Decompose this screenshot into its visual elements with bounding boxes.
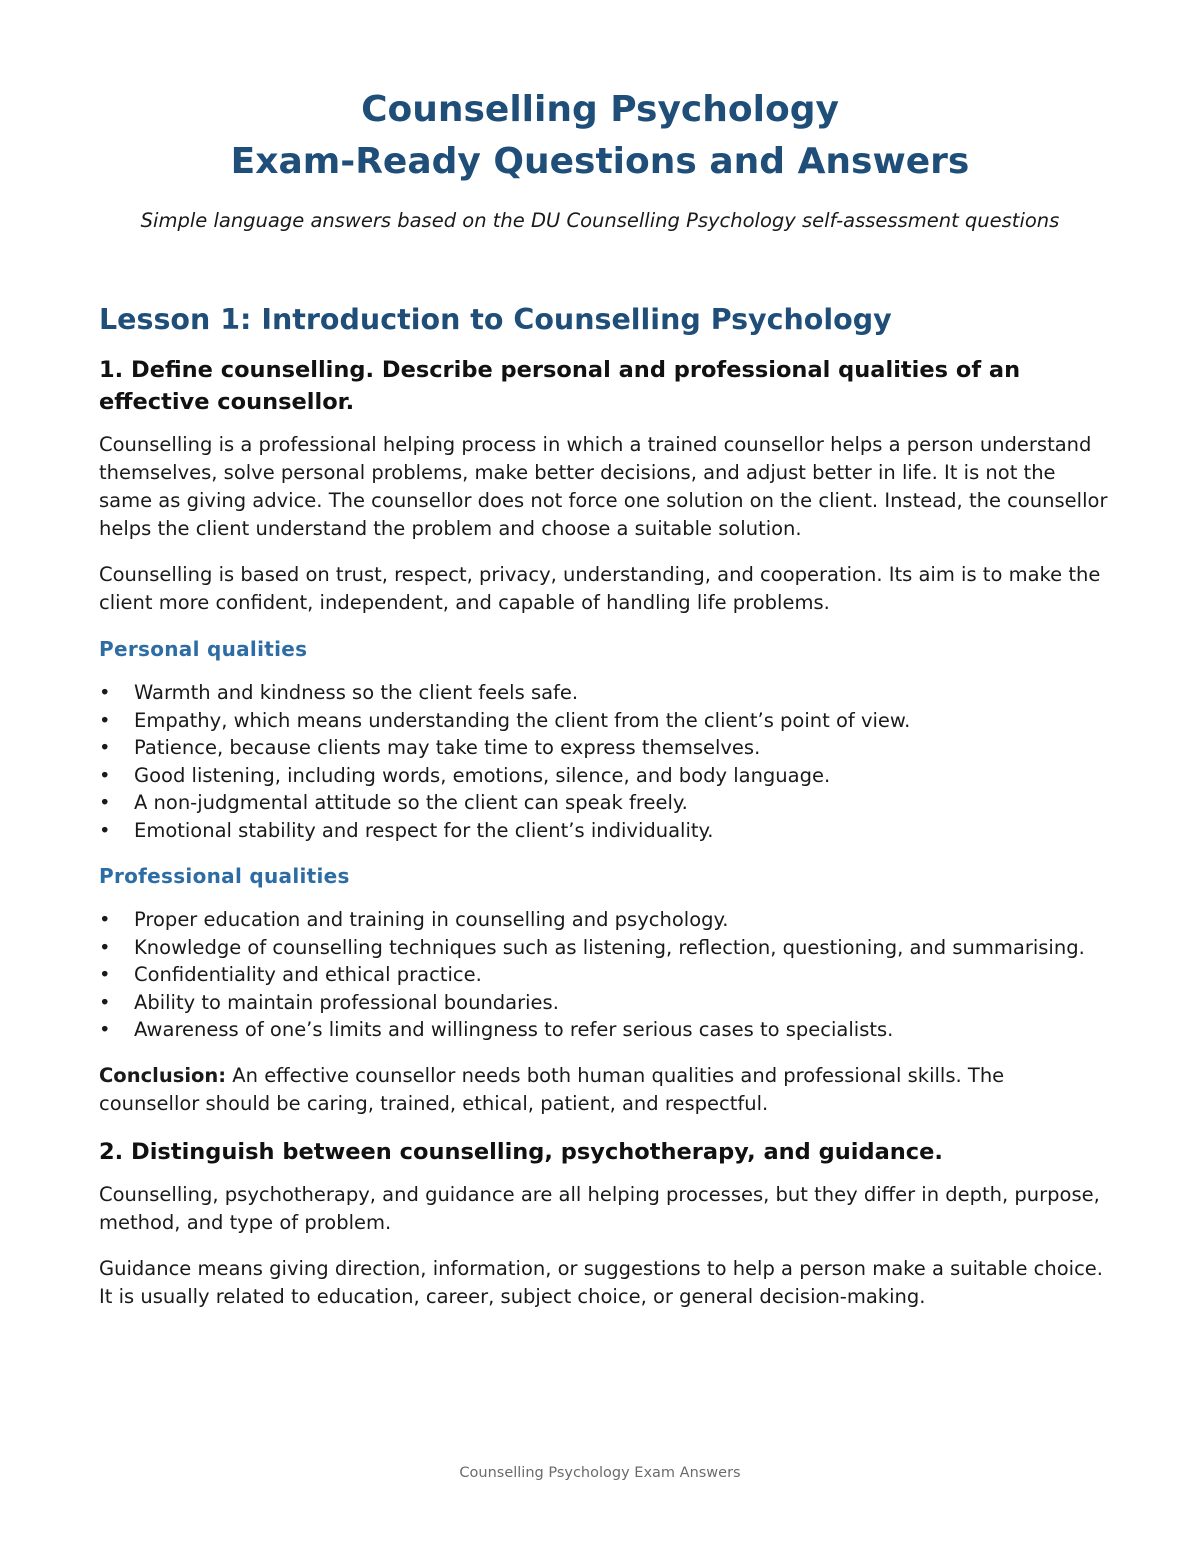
paragraph: Counselling, psychotherapy, and guidance are all helping processes, but they differ in depth, purpose, method, and type of problem. xyxy=(99,1182,1100,1234)
list-item-text: Warmth and kindness so the client feels safe. xyxy=(134,681,579,704)
professional-qualities-list xyxy=(99,906,1109,1044)
list-item xyxy=(99,1016,1109,1044)
list-item-text: Knowledge of counselling techniques such as listening, reflection, questioning, and summarising. xyxy=(134,935,1085,959)
list-item-text: Empathy, which means understanding the client from the client’s point of view. xyxy=(134,708,911,732)
document-subtitle: Simple language answers based on the DU Counselling Psychology self-assessment questions xyxy=(140,209,1060,232)
list-item-text: Emotional stability and respect for the client’s individuality. xyxy=(134,818,714,842)
bullet-icon: • xyxy=(99,908,111,931)
question-2-heading: 2. Distinguish between counselling, psychotherapy, and guidance. xyxy=(99,1138,943,1165)
list-item-text: Ability to maintain professional boundaries. xyxy=(134,990,559,1014)
bullet-icon: • xyxy=(99,736,111,759)
list-item-text: Proper education and training in counselling and psychology. xyxy=(134,908,729,931)
bullet-icon: • xyxy=(99,990,111,1014)
list-item xyxy=(99,789,1109,817)
list-item xyxy=(99,679,1109,707)
bullet-icon: • xyxy=(99,708,111,732)
personal-qualities-heading: Personal qualities xyxy=(99,637,308,661)
list-item xyxy=(99,906,1109,934)
paragraph: Guidance means giving direction, information, or suggestions to help a person make a suitable choice. It is usually related to education, career, subject choice, or general decision-making. xyxy=(99,1256,1103,1308)
list-item xyxy=(99,961,1109,989)
conclusion-paragraph xyxy=(99,1062,1109,1118)
list-item xyxy=(99,817,1109,845)
bullet-icon: • xyxy=(99,791,111,814)
list-item-text: Good listening, including words, emotions, silence, and body language. xyxy=(134,763,831,787)
list-item xyxy=(99,989,1109,1017)
paragraph: Counselling is a professional helping process in which a trained counsellor helps a person understand themselves, solve personal problems, make better decisions, and adjust better in life. It is not the same as giving advice. The counsellor does not force one solution on the client. Instead, the counsellor helps the client understand the problem and choose a suitable solution. xyxy=(99,433,1108,540)
conclusion-text: An effective counsellor needs both human qualities and professional skills. The counsellor should be caring, trained, ethical, patient, and respectful. xyxy=(99,1063,1005,1115)
document-title xyxy=(0,84,1200,188)
list-item-text: Awareness of one’s limits and willingness to refer serious cases to specialists. xyxy=(134,1018,894,1041)
bullet-icon: • xyxy=(99,681,111,704)
title-line-2: Exam-Ready Questions and Answers xyxy=(230,141,970,182)
bullet-icon: • xyxy=(99,963,111,986)
question-1-heading: 1. Define counselling. Describe personal and professional qualities of an effective counsellor. xyxy=(99,357,1021,415)
bullet-icon: • xyxy=(99,818,111,842)
bullet-icon: • xyxy=(99,1018,111,1041)
list-item xyxy=(99,762,1109,790)
conclusion-label: Conclusion: xyxy=(99,1063,227,1087)
paragraph: Counselling is based on trust, respect, privacy, understanding, and cooperation. Its aim is to make the client more confident, independent, and capable of handling life problems. xyxy=(99,563,1101,614)
title-line-1: Counselling Psychology xyxy=(361,89,839,130)
list-item-text: Confidentiality and ethical practice. xyxy=(134,963,482,986)
list-item-text: A non-judgmental attitude so the client can speak freely. xyxy=(134,791,688,814)
professional-qualities-heading: Professional qualities xyxy=(99,864,350,888)
list-item xyxy=(99,934,1109,962)
personal-qualities-list xyxy=(99,679,1109,844)
lesson-heading: Lesson 1: Introduction to Counselling Psychology xyxy=(99,303,892,336)
list-item xyxy=(99,734,1109,762)
list-item-text: Patience, because clients may take time to express themselves. xyxy=(134,736,761,759)
bullet-icon: • xyxy=(99,935,111,959)
bullet-icon: • xyxy=(99,763,111,787)
list-item xyxy=(99,707,1109,735)
document-body xyxy=(99,300,1109,1329)
page-footer: Counselling Psychology Exam Answers xyxy=(459,1465,741,1481)
